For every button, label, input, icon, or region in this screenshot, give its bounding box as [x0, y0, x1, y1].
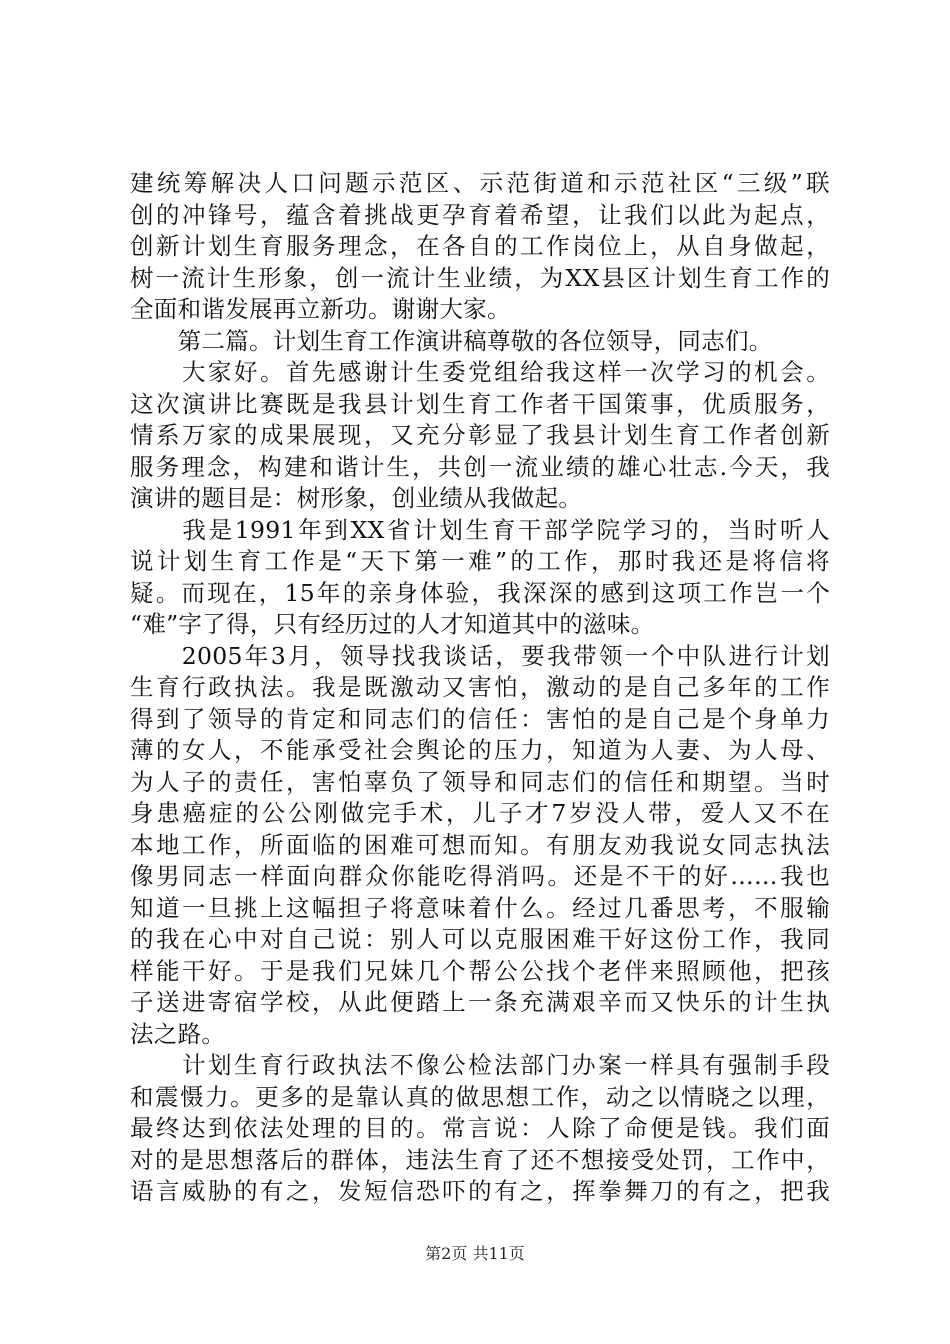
text-line: 法之路。	[130, 1019, 226, 1048]
text-line: 全面和谐发展再立新功。谢谢大家。	[130, 295, 511, 323]
text-line: 身患癌症的公公刚做完手术，儿子才7岁没人带，爱人又不在	[130, 799, 830, 827]
text-line: 和震慑力。更多的是靠认真的做思想工作，动之以情晓之以理，	[130, 1082, 830, 1111]
text-line: 最终达到依法处理的目的。常言说：人除了命便是钱。我们面	[130, 1114, 830, 1142]
text-line: 薄的女人，不能承受社会舆论的压力，知道为人妻、为人母、	[130, 736, 830, 764]
text-line: 语言威胁的有之，发短信恐吓的有之，挥拳舞刀的有之，把我	[130, 1177, 830, 1205]
text-line: 说计划生育工作是“天下第一难”的工作，那时我还是将信将	[130, 547, 830, 575]
text-line: 我是1991年到XX省计划生育干部学院学习的，当时听人	[130, 515, 830, 544]
text-line: 大家好。首先感谢计生委党组给我这样一次学习的机会。	[130, 358, 830, 386]
text-line: 计划生育行政执法不像公检法部门办案一样具有强制手段	[130, 1051, 830, 1079]
text-line: 本地工作，所面临的困难可想而知。有朋友劝我说女同志执法	[130, 830, 830, 859]
text-line: 生育行政执法。我是既激动又害怕，激动的是自己多年的工作	[130, 673, 830, 701]
text-line: 建统筹解决人口问题示范区、示范街道和示范社区“三级”联	[130, 169, 830, 197]
text-line: 情系万家的成果展现，又充分彰显了我县计划生育工作者创新	[130, 421, 830, 449]
text-line: 样能干好。于是我们兄妹几个帮公公找个老伴来照顾他，把孩	[130, 956, 830, 985]
text-line: 第二篇。计划生育工作演讲稿尊敬的各位领导，同志们。	[130, 326, 773, 355]
text-line: 演讲的题目是：树形象，创业绩从我做起。	[130, 484, 583, 512]
text-line: 2005年3月，领导找我谈话，要我带领一个中队进行计划	[130, 641, 830, 670]
text-line: 创的冲锋号，蕴含着挑战更孕育着希望，让我们以此为起点，	[130, 200, 830, 229]
text-line: 疑。而现在，15年的亲身体验，我深深的感到这项工作岂一个	[130, 578, 830, 607]
text-line: 服务理念，构建和谐计生，共创一流业绩的雄心壮志.今天，我	[130, 452, 830, 481]
document-body	[130, 168, 830, 1208]
text-line: 创新计划生育服务理念，在各自的工作岗位上，从自身做起，	[130, 232, 830, 260]
text-line: 得到了领导的肯定和同志们的信任：害怕的是自己是个身单力	[130, 704, 830, 733]
text-line: 树一流计生形象，创一流计生业绩，为XX县区计划生育工作的	[130, 263, 830, 292]
text-line: 子送进寄宿学校，从此便踏上一条充满艰辛而又快乐的计生执	[130, 988, 830, 1016]
text-line: 知道一旦挑上这幅担子将意味着什么。经过几番思考，不服输	[130, 893, 830, 922]
text-line: 的我在心中对自己说：别人可以克服困难干好这份工作，我同	[130, 925, 830, 953]
text-line: “难”字了得，只有经历过的人才知道其中的滋味。	[130, 610, 655, 638]
text-line: 对的是思想落后的群体，违法生育了还不想接受处罚，工作中，	[130, 1145, 830, 1174]
text-line: 为人子的责任，害怕辜负了领导和同志们的信任和期望。当时	[130, 767, 830, 796]
text-line: 这次演讲比赛既是我县计划生育工作者干国策事，优质服务，	[130, 389, 830, 418]
text-line: 像男同志一样面向群众你能吃得消吗。还是不干的好……我也	[130, 862, 830, 890]
page-footer: 第2页 共11页	[425, 1244, 525, 1263]
